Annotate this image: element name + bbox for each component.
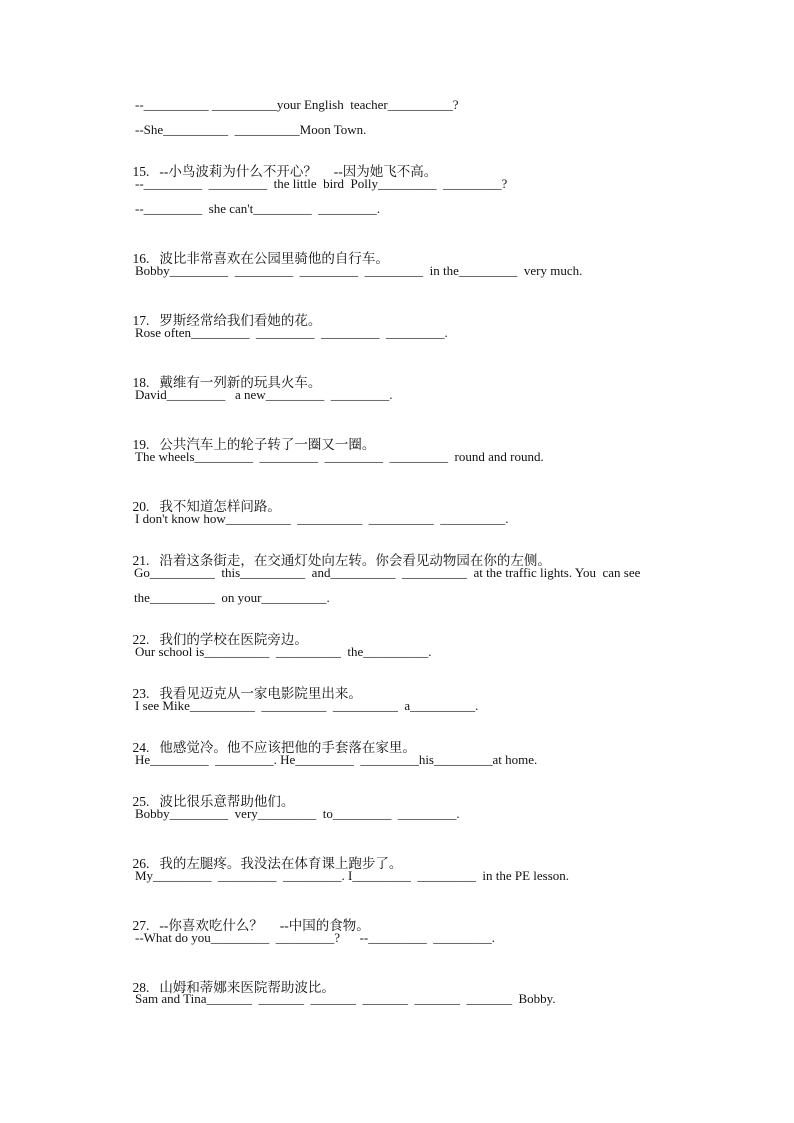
question-number: 28. — [132, 980, 150, 995]
answer-line-14b: --She__________ __________Moon Town. — [135, 122, 367, 137]
question-text: 他感觉冷。他不应该把他的手套落在家里。 — [159, 740, 416, 755]
answer-line-24: He_________ _________. He_________ _________his_________at home. — [135, 752, 538, 767]
question-number: 21. — [132, 553, 150, 568]
answer-line-15a: --_________ _________ the little bird Polly_________ _________? — [135, 176, 508, 191]
question-number: 22. — [132, 632, 150, 647]
question-number: 25. — [132, 794, 150, 809]
answer-line-16: Bobby_________ _________ _________ _________ in the_________ very much. — [135, 263, 583, 278]
question-text: 波比很乐意帮助他们。 — [159, 794, 295, 809]
answer-line-19: The wheels_________ _________ _________ _________ round and round. — [135, 449, 544, 464]
question-number: 23. — [132, 686, 150, 701]
question-number: 16. — [132, 251, 150, 266]
answer-line-28: Sam and Tina_______ _______ _______ _______ _______ _______ Bobby. — [135, 991, 556, 1006]
question-number: 15. — [132, 164, 150, 179]
question-number: 24. — [132, 740, 150, 755]
answer-line-23: I see Mike__________ __________ __________ a__________. — [135, 698, 479, 713]
question-text: 公共汽车上的轮子转了一圈又一圈。 — [159, 437, 376, 452]
question-text: 我们的学校在医院旁边。 — [159, 632, 308, 647]
question-number: 19. — [132, 437, 150, 452]
question-text: 山姆和蒂娜来医院帮助波比。 — [159, 980, 335, 995]
question-text: 戴维有一列新的玩具火车。 — [159, 375, 322, 390]
answer-line-15b: --_________ she can't_________ _________. — [135, 201, 380, 216]
question-number: 27. — [132, 918, 150, 933]
question-number: 20. — [132, 499, 150, 514]
answer-line-21b: the__________ on your__________. — [134, 590, 330, 605]
question-text: 沿着这条街走，在交通灯处向左转。你会看见动物园在你的左侧。 — [159, 553, 551, 568]
question-text: 我不知道怎样问路。 — [159, 499, 281, 514]
answer-line-26: My_________ _________ _________. I_________ _________ in the PE lesson. — [135, 868, 570, 883]
answer-line-21a: Go__________ this__________ and__________ __________ at the traffic lights. You can see — [134, 565, 641, 580]
question-text: 罗斯经常给我们看她的花。 — [159, 313, 322, 328]
question-text: --小鸟波莉为什么不开心？ --因为她飞不高。 — [159, 164, 438, 179]
answer-line-14a: --__________ __________your English teacher__________? — [135, 97, 459, 112]
answer-line-20: I don't know how__________ __________ __________ __________. — [135, 511, 509, 526]
question-number: 26. — [132, 856, 150, 871]
answer-line-27: --What do you_________ _________? --_________ _________. — [135, 930, 495, 945]
question-text: 我的左腿疼。我没法在体育课上跑步了。 — [159, 856, 403, 871]
answer-line-25: Bobby_________ very_________ to_________ _________. — [135, 806, 460, 821]
question-text: --你喜欢吃什么？ --中国的食物。 — [159, 918, 370, 933]
question-text: 我看见迈克从一家电影院里出来。 — [159, 686, 362, 701]
question-number: 18. — [132, 375, 150, 390]
answer-line-18: David_________ a new_________ _________. — [135, 387, 393, 402]
answer-line-22: Our school is__________ __________ the__________. — [135, 644, 432, 659]
question-number: 17. — [132, 313, 150, 328]
question-text: 波比非常喜欢在公园里骑他的自行车。 — [159, 251, 389, 266]
answer-line-17: Rose often_________ _________ _________ _________. — [135, 325, 448, 340]
